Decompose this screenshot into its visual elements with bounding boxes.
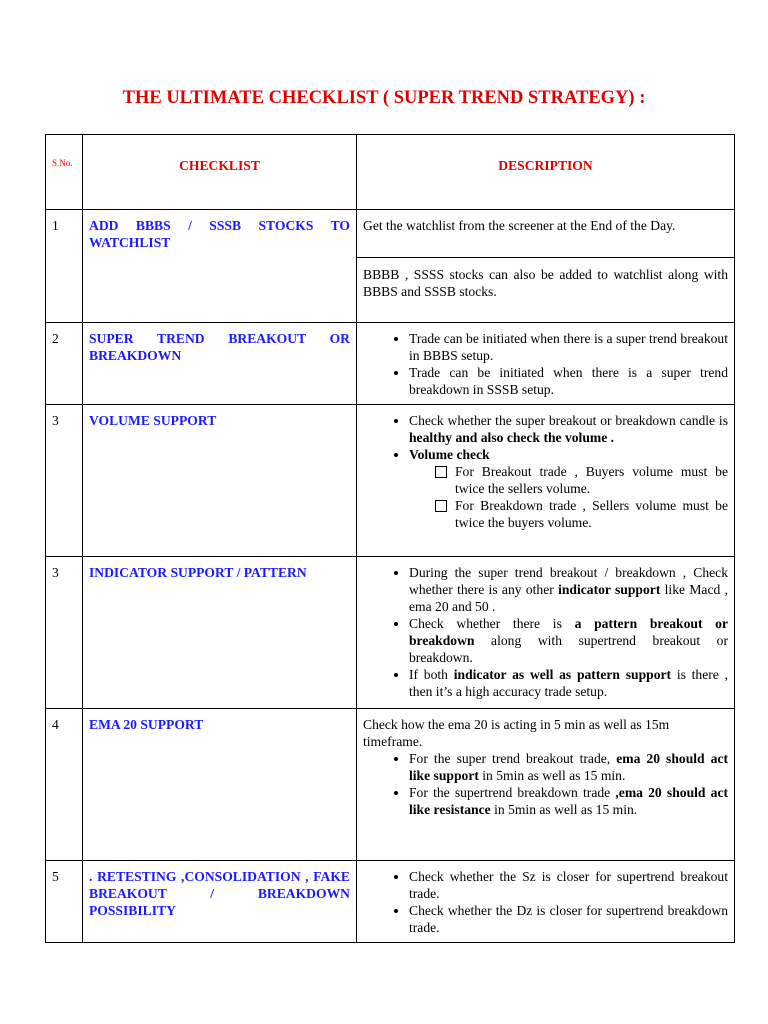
checklist-item: EMA 20 SUPPORT <box>83 709 357 861</box>
table-header-row <box>46 135 735 210</box>
checklist-item: ADD BBBS / SSSB STOCKS TO WATCHLIST <box>83 210 357 323</box>
list-item: • Volume check For Breakout trade , Buyers volume must be twice the sellers volume. For Breakdown trade , Sellers volume must be twice the buyers volume. <box>409 446 728 531</box>
table-row <box>46 861 735 943</box>
list-item: For Breakout trade , Buyers volume must be twice the sellers volume. <box>435 463 728 497</box>
list-item: • Check whether the Dz is closer for supertrend breakdown trade. <box>409 902 728 936</box>
checkbox-list <box>409 463 728 531</box>
description-cell <box>357 323 735 405</box>
list-item: • Check whether there is a pattern breakout or breakdown along with supertrend breakout or breakdown. <box>409 615 728 666</box>
description-cell <box>357 557 735 709</box>
checklist-table <box>45 134 735 943</box>
description-intro: Check how the ema 20 is acting in 5 min as well as 15m timeframe. <box>363 717 670 749</box>
list-item: • Check whether the Sz is closer for supertrend breakout trade. <box>409 868 728 902</box>
description-cell: BBBB , SSSS stocks can also be added to watchlist along with BBBS and SSSB stocks. <box>357 258 735 323</box>
checklist-item: INDICATOR SUPPORT / PATTERN <box>83 557 357 709</box>
header-checklist: CHECKLIST <box>83 135 357 210</box>
description-cell <box>357 709 735 861</box>
checkbox-icon <box>435 466 447 478</box>
header-sno: S.No. <box>46 135 83 210</box>
bullet-list <box>363 412 728 531</box>
header-description: DESCRIPTION <box>357 135 735 210</box>
bullet-list <box>363 564 728 700</box>
row-number: 1 <box>46 210 83 323</box>
row-number: 3 <box>46 557 83 709</box>
bullet-list <box>363 868 728 936</box>
description-cell <box>357 405 735 557</box>
list-item: • If both indicator as well as pattern support is there , then it’s a high accuracy trade setup. <box>409 666 728 700</box>
checklist-item: VOLUME SUPPORT <box>83 405 357 557</box>
table-row <box>46 210 735 258</box>
list-item: For Breakdown trade , Sellers volume must be twice the buyers volume. <box>435 497 728 531</box>
table-row <box>46 709 735 861</box>
bullet-list <box>363 750 728 818</box>
page-title: THE ULTIMATE CHECKLIST ( SUPER TREND STRATEGY) : <box>122 88 646 108</box>
row-number: 3 <box>46 405 83 557</box>
table-row <box>46 557 735 709</box>
list-item: • Trade can be initiated when there is a super trend breakdown in SSSB setup. <box>409 364 728 398</box>
row-number: 2 <box>46 323 83 405</box>
table-row <box>46 405 735 557</box>
list-item: • Trade can be initiated when there is a super trend breakout in BBBS setup. <box>409 330 728 364</box>
row-number: 4 <box>46 709 83 861</box>
checklist-item: . RETESTING ,CONSOLIDATION , FAKE BREAKOUT / BREAKDOWN POSSIBILITY <box>83 861 357 943</box>
checkbox-icon <box>435 500 447 512</box>
list-item: • For the super trend breakout trade, ema 20 should act like support in 5min as well as 15 min. <box>409 750 728 784</box>
list-item: • Check whether the super breakout or breakdown candle is healthy and also check the volume . <box>409 412 728 446</box>
row-number: 5 <box>46 861 83 943</box>
description-cell <box>357 861 735 943</box>
checklist-item: SUPER TREND BREAKOUT OR BREAKDOWN <box>83 323 357 405</box>
bullet-list <box>363 330 728 398</box>
list-item: • For the supertrend breakdown trade ,ema 20 should act like resistance in 5min as well as 15 min. <box>409 784 728 818</box>
list-item: • During the super trend breakout / breakdown , Check whether there is any other indicator support like Macd , ema 20 and 50 . <box>409 564 728 615</box>
description-cell: Get the watchlist from the screener at the End of the Day. <box>357 210 735 258</box>
table-row <box>46 323 735 405</box>
